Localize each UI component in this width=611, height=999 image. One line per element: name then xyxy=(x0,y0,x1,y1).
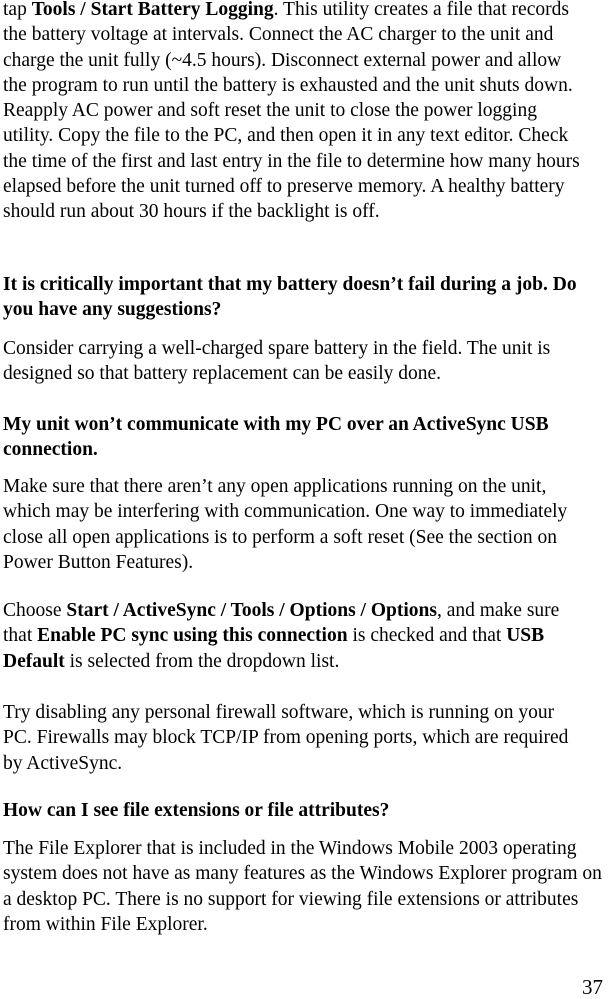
faq2-question: My unit won’t communicate with my PC over an ActiveSync USB connection. xyxy=(3,414,549,461)
answer2-text-2: , and make sure that xyxy=(3,600,560,647)
answer2-text-4: is selected from the dropdown list. xyxy=(64,650,340,672)
faq2-answer-2 xyxy=(3,598,593,674)
faq3-answer: The File Explorer that is included in the Windows Mobile 2003 operating system does not have as many features as the Windows Explorer program on a desktop PC. There is no support for viewing file extensions or attributes from within File Explorer. xyxy=(3,838,602,935)
intro-prefix: tap xyxy=(3,0,32,20)
faq1-answer: Consider carrying a well-charged spare battery in the field. The unit is designed so that battery replacement can be easily done. xyxy=(3,338,551,385)
answer2-text-1: Choose xyxy=(3,600,67,621)
enable-pc-sync-option: Enable PC sync using this connection xyxy=(37,625,348,647)
faq2-answer-3: Try disabling any personal firewall software, which is running on your PC. Firewalls may block TCP/IP from opening ports, which are required by ActiveSync. xyxy=(3,702,569,774)
battery-logging-path: Tools / Start Battery Logging xyxy=(31,0,274,20)
answer2-text-3: is checked and that xyxy=(347,625,507,647)
activesync-options-path: Start / ActiveSync / Tools / Options / Options xyxy=(66,600,437,621)
intro-text: . This utility creates a file that records the battery voltage at intervals. Connect the AC charger to the unit and charge the unit fully (~4.5 hours). Disconnect external power and allow the program to run until the battery is exhausted and the unit shuts down. Reapply AC power and soft reset the unit to close the power logging utility. Copy the file to the PC, and then open it in any text editor. Check the time of the first and last entry in the file to determine how many hours elapsed before the unit turned off to preserve memory. A healthy battery should run about 30 hours if the backlight is off. xyxy=(3,0,580,223)
intro-paragraph xyxy=(3,0,588,225)
faq3-question: How can I see file extensions or file attributes? xyxy=(3,800,390,821)
usb-default-option: USB Default xyxy=(3,625,545,672)
faq2-answer-1: Make sure that there aren’t any open applications running on the unit, which may be interfering with communication. One way to immediately close all open applications is to perform a soft reset (See the section on Power Button Features). xyxy=(3,476,568,573)
page-number: 37 xyxy=(582,975,603,999)
faq1-question: It is critically important that my battery doesn’t fail during a job. Do you have any suggestions? xyxy=(3,274,577,321)
